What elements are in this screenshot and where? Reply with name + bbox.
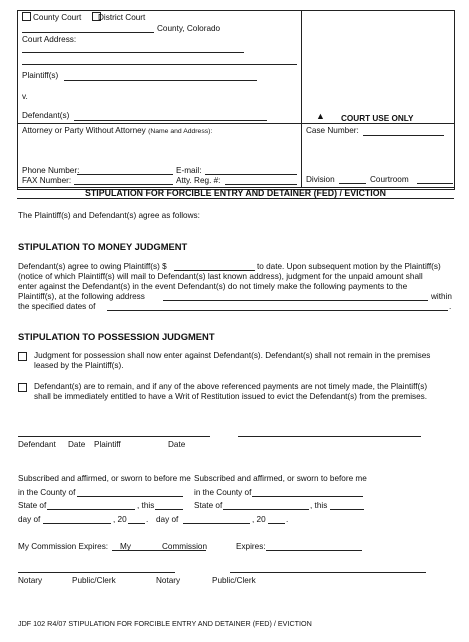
possession-option-1-line-a: Judgment for possession shall now enter against Defendant(s). Defendant(s) shall not remain in the premises [34, 351, 431, 360]
dayof-right-label: day of [156, 515, 179, 524]
date-label-1: Date [68, 440, 86, 449]
fax-label: FAX Number: [22, 176, 72, 185]
court-use-only-label: COURT USE ONLY [341, 114, 414, 123]
this-right-label: , this [310, 501, 328, 510]
caption-box [17, 10, 455, 190]
notary-sign-line-left[interactable] [18, 572, 175, 573]
money-line-2: (notice of which Plaintiff(s) will mail to Defendant(s) last known address), judgment for the unpaid amount shall [18, 271, 423, 281]
caption-divider [301, 10, 302, 188]
this-left-line[interactable] [155, 509, 183, 510]
state-left-line[interactable] [47, 509, 135, 510]
money-line-4: Plaintiff(s), at the following address [18, 292, 145, 301]
money-line-1b: to date. Upon subsequent motion by the Plaintiff(s) [257, 262, 441, 271]
date-label-2: Date [168, 440, 186, 449]
atty-reg-line[interactable] [225, 184, 297, 185]
state-left-label: State of [18, 501, 47, 510]
county-right-label: in the County of [194, 488, 252, 497]
plaintiffs-label: Plaintiff(s) [22, 71, 59, 80]
attorney-label: Attorney or Party Without Attorney (Name and Address): [22, 126, 213, 135]
payment-address-line[interactable] [163, 300, 428, 301]
money-line-1: Defendant(s) agree to owing Plaintiff(s) $ [18, 262, 167, 271]
possession-option-2-checkbox[interactable] [18, 383, 27, 392]
defendants-line[interactable] [74, 120, 267, 121]
notary-sign-line-right[interactable] [230, 572, 426, 573]
sworn-right: Subscribed and affirmed, or sworn to before me [194, 474, 367, 483]
state-right-line[interactable] [223, 509, 309, 510]
possession-option-1-line-b: leased by the Plaintiff(s). [34, 361, 124, 370]
phone-label: Phone Number: [22, 166, 80, 175]
courtroom-line[interactable] [417, 183, 453, 184]
year-right-line[interactable] [268, 523, 285, 524]
this-left-label: , this [137, 501, 155, 510]
possession-option-1-checkbox[interactable] [18, 352, 27, 361]
money-line-5b: . [449, 302, 452, 311]
dayof-right-line[interactable] [183, 523, 250, 524]
case-number-line[interactable] [363, 135, 444, 136]
dot-left-label: . [146, 515, 149, 524]
expires-line[interactable] [266, 550, 362, 551]
form-title: STIPULATION FOR FORCIBLE ENTRY AND DETAINER (FED) / EVICTION [85, 188, 386, 198]
county-court-checkbox[interactable] [22, 12, 31, 21]
email-label: E-mail: [176, 166, 202, 175]
plaintiff-label: Plaintiff [94, 440, 121, 449]
commission-label: Commission [162, 542, 208, 551]
plaintiffs-line[interactable] [64, 80, 257, 81]
possession-judgment-heading: STIPULATION TO POSSESSION JUDGMENT [18, 331, 215, 342]
notary-label-1: Notary [18, 576, 43, 585]
court-address-line-1[interactable] [22, 52, 244, 53]
versus-label: v. [22, 92, 28, 101]
division-label: Division [306, 175, 335, 184]
courtroom-label: Courtroom [370, 175, 409, 184]
dayof-left-label: day of [18, 515, 41, 524]
defendants-label: Defendant(s) [22, 111, 70, 120]
form-footer: JDF 102 R4/07 STIPULATION FOR FORCIBLE ENTRY AND DETAINER (FED) / EVICTION [18, 619, 312, 628]
possession-option-2-line-b: shall be immediately entitled to have a Writ of Restitution issued to evict the Defendant(s) from the premises. [34, 392, 428, 401]
money-line-5: the specified dates of [18, 302, 96, 311]
defendant-label: Defendant [18, 440, 56, 449]
fax-line[interactable] [74, 184, 173, 185]
money-line-4b: within [431, 292, 452, 301]
dot-right-label: . [286, 515, 289, 524]
county-left-label: in the County of [18, 488, 76, 497]
twenty-left-label: , 20 [113, 515, 127, 524]
district-court-option[interactable]: District Court [92, 12, 145, 22]
dayof-left-line[interactable] [43, 523, 111, 524]
my-label: My [120, 542, 131, 551]
money-judgment-heading: STIPULATION TO MONEY JUDGMENT [18, 241, 188, 252]
county-name-line[interactable] [22, 32, 154, 33]
possession-option-2-line-a: Defendant(s) are to remain, and if any of the above referenced payments are not timely made, the Plaintiff(s) [34, 382, 428, 391]
payment-dates-line[interactable] [107, 310, 448, 311]
court-address-line-2[interactable] [22, 64, 297, 65]
caption-row-line [17, 123, 454, 124]
title-bottom-line [17, 198, 454, 199]
court-address-label: Court Address: [22, 35, 77, 44]
notary-label-2: Notary [156, 576, 181, 585]
public-clerk-label-2: Public/Clerk [212, 576, 256, 585]
twenty-right-label: , 20 [252, 515, 266, 524]
my-commission-label: My Commission Expires: [18, 542, 109, 551]
county-colorado-label: County, Colorado [157, 24, 221, 33]
court-use-arrow-icon: ▲ [316, 111, 325, 121]
sworn-left: Subscribed and affirmed, or sworn to before me [18, 474, 191, 483]
intro-text: The Plaintiff(s) and Defendant(s) agree as follows: [18, 211, 200, 220]
case-number-label: Case Number: [306, 126, 359, 135]
this-right-line[interactable] [330, 509, 364, 510]
division-line[interactable] [339, 183, 366, 184]
year-left-line[interactable] [128, 523, 145, 524]
county-court-option[interactable]: County Court [22, 12, 81, 22]
plaintiff-signature-line[interactable] [238, 436, 421, 437]
state-right-label: State of [194, 501, 223, 510]
county-right-line[interactable] [252, 496, 363, 497]
email-line[interactable] [205, 174, 297, 175]
expires-label: Expires: [236, 542, 266, 551]
atty-reg-label: Atty. Reg. #: [176, 176, 221, 185]
county-left-line[interactable] [77, 496, 183, 497]
defendant-signature-line[interactable] [18, 436, 210, 437]
money-line-3: enter against the Defendant(s) in the event Defendant(s) do not timely make the following payments to the [18, 281, 408, 291]
public-clerk-label-1: Public/Clerk [72, 576, 116, 585]
phone-line[interactable] [77, 174, 173, 175]
